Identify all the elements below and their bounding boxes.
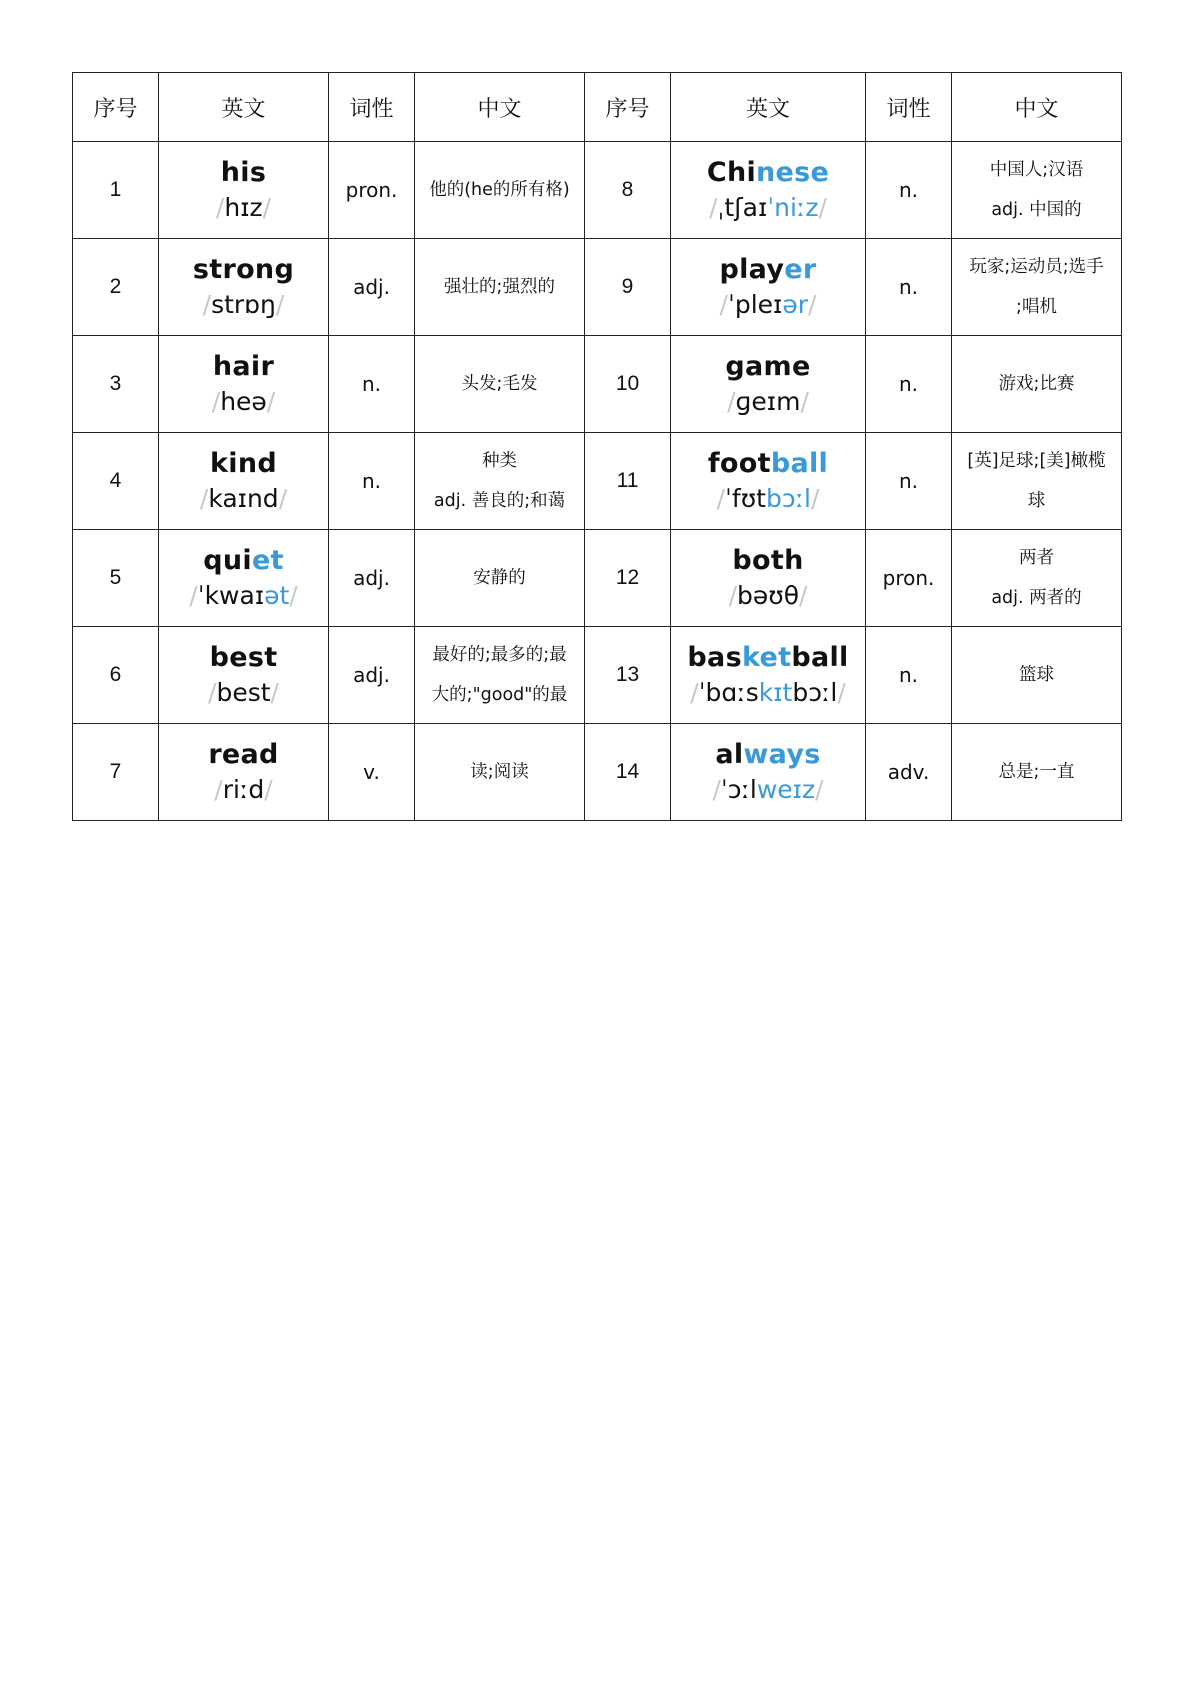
meaning-line: adj. 两者的 bbox=[991, 588, 1082, 608]
phonetic-text bbox=[671, 385, 865, 419]
table-row bbox=[73, 142, 1122, 239]
english-cell bbox=[671, 239, 866, 336]
word-text bbox=[159, 446, 328, 482]
table-row bbox=[73, 627, 1122, 724]
english-cell bbox=[159, 433, 329, 530]
word-segment: al bbox=[715, 739, 744, 770]
index-cell: 7 bbox=[73, 724, 159, 821]
phonetic-slash: / bbox=[199, 484, 209, 513]
part-of-speech-cell: n. bbox=[866, 627, 952, 724]
chinese-meaning-cell bbox=[415, 724, 585, 821]
word-segment: read bbox=[208, 739, 279, 770]
phonetic-text bbox=[159, 482, 328, 516]
phonetic-text bbox=[671, 773, 865, 807]
word-text bbox=[671, 737, 865, 773]
chinese-meaning-cell bbox=[415, 239, 585, 336]
phonetic-segment: best bbox=[216, 678, 271, 707]
index-cell: 9 bbox=[585, 239, 671, 336]
word-segment: Chi bbox=[706, 157, 757, 188]
chinese-meaning-cell bbox=[415, 336, 585, 433]
word-text bbox=[159, 252, 328, 288]
chinese-meaning-cell bbox=[952, 627, 1122, 724]
part-of-speech-cell: adj. bbox=[329, 530, 415, 627]
word-text bbox=[671, 543, 865, 579]
chinese-meaning-cell bbox=[952, 724, 1122, 821]
phonetic-text bbox=[159, 385, 328, 419]
english-cell bbox=[671, 530, 866, 627]
table-row bbox=[73, 724, 1122, 821]
part-of-speech-cell: adj. bbox=[329, 627, 415, 724]
phonetic-slash: / bbox=[690, 678, 699, 707]
meaning-line: 篮球 bbox=[1019, 665, 1054, 685]
phonetic-slash: / bbox=[275, 290, 285, 319]
chinese-meaning-cell bbox=[415, 627, 585, 724]
word-text bbox=[671, 252, 865, 288]
header-index: 序号 bbox=[585, 73, 671, 142]
index-cell: 2 bbox=[73, 239, 159, 336]
word-text bbox=[671, 640, 865, 676]
english-cell bbox=[159, 142, 329, 239]
english-cell bbox=[671, 724, 866, 821]
chinese-meaning-cell bbox=[952, 336, 1122, 433]
phonetic-slash: / bbox=[799, 581, 808, 610]
header-index: 序号 bbox=[73, 73, 159, 142]
header-chinese: 中文 bbox=[952, 73, 1122, 142]
phonetic-slash: / bbox=[712, 775, 721, 804]
table-row bbox=[73, 530, 1122, 627]
english-cell bbox=[671, 336, 866, 433]
phonetic-segment: ˈniːz bbox=[767, 193, 819, 222]
phonetic-segment: weɪz bbox=[756, 775, 816, 804]
phonetic-slash: / bbox=[262, 193, 272, 222]
table-row bbox=[73, 336, 1122, 433]
table-row bbox=[73, 239, 1122, 336]
table-row bbox=[73, 433, 1122, 530]
phonetic-slash: / bbox=[808, 290, 817, 319]
word-segment: ket bbox=[741, 642, 792, 673]
phonetic-segment: ˈɔːl bbox=[720, 775, 757, 804]
english-cell bbox=[159, 724, 329, 821]
english-cell bbox=[159, 336, 329, 433]
index-cell: 14 bbox=[585, 724, 671, 821]
phonetic-slash: / bbox=[837, 678, 846, 707]
word-segment: er bbox=[784, 254, 817, 285]
header-english: 英文 bbox=[159, 73, 329, 142]
phonetic-segment: ˈkwaɪ bbox=[197, 581, 265, 610]
phonetic-slash: / bbox=[214, 775, 223, 804]
part-of-speech-cell: n. bbox=[866, 239, 952, 336]
phonetic-slash: / bbox=[716, 484, 726, 513]
word-segment: foot bbox=[707, 448, 771, 479]
meaning-line: 最好的;最多的;最 bbox=[432, 645, 567, 665]
phonetic-slash: / bbox=[202, 290, 212, 319]
phonetic-slash: / bbox=[211, 387, 221, 416]
english-cell bbox=[159, 530, 329, 627]
meaning-line: adj. 善良的;和蔼 bbox=[433, 491, 566, 511]
phonetic-segment: ˈfʊt bbox=[725, 484, 766, 513]
phonetic-text bbox=[671, 676, 865, 710]
phonetic-slash: / bbox=[800, 387, 809, 416]
english-cell bbox=[671, 142, 866, 239]
meaning-line: 游戏;比赛 bbox=[998, 374, 1075, 394]
phonetic-text bbox=[671, 579, 865, 613]
phonetic-slash: / bbox=[810, 484, 820, 513]
meaning-line: 种类 bbox=[482, 451, 517, 471]
chinese-meaning-cell bbox=[952, 433, 1122, 530]
vocabulary-table bbox=[72, 72, 1122, 821]
meaning-line: [英]足球;[美]橄榄 bbox=[967, 451, 1106, 471]
phonetic-segment: ət bbox=[264, 581, 290, 610]
word-segment: best bbox=[209, 642, 278, 673]
word-segment: ways bbox=[743, 739, 821, 770]
phonetic-slash: / bbox=[728, 581, 737, 610]
header-row bbox=[73, 73, 1122, 142]
chinese-meaning-cell bbox=[952, 142, 1122, 239]
english-cell bbox=[159, 239, 329, 336]
word-text bbox=[159, 640, 328, 676]
phonetic-segment: ˈbɑːs bbox=[698, 678, 759, 707]
word-text bbox=[159, 155, 328, 191]
phonetic-text bbox=[159, 191, 328, 225]
word-segment: game bbox=[725, 351, 811, 382]
word-segment: et bbox=[251, 545, 284, 576]
phonetic-segment: hɪz bbox=[224, 193, 263, 222]
chinese-meaning-cell bbox=[952, 530, 1122, 627]
meaning-line: 他的(he的所有格) bbox=[429, 180, 570, 200]
phonetic-slash: / bbox=[215, 193, 225, 222]
header-chinese: 中文 bbox=[415, 73, 585, 142]
phonetic-text bbox=[159, 288, 328, 322]
meaning-line: 玩家;运动员;选手 bbox=[969, 257, 1104, 277]
index-cell: 5 bbox=[73, 530, 159, 627]
word-segment: play bbox=[719, 254, 785, 285]
part-of-speech-cell: adv. bbox=[866, 724, 952, 821]
meaning-line: 中国人;汉语 bbox=[989, 160, 1084, 180]
meaning-line: 球 bbox=[1027, 491, 1046, 511]
phonetic-segment: kɪt bbox=[758, 678, 793, 707]
chinese-meaning-cell bbox=[952, 239, 1122, 336]
phonetic-text bbox=[159, 579, 328, 613]
phonetic-slash: / bbox=[266, 387, 276, 416]
chinese-meaning-cell bbox=[415, 530, 585, 627]
phonetic-text bbox=[671, 288, 865, 322]
part-of-speech-cell: pron. bbox=[329, 142, 415, 239]
phonetic-segment: heə bbox=[220, 387, 267, 416]
word-text bbox=[671, 446, 865, 482]
index-cell: 8 bbox=[585, 142, 671, 239]
meaning-line: 头发;毛发 bbox=[461, 374, 538, 394]
meaning-line: 两者 bbox=[1019, 548, 1054, 568]
word-text bbox=[671, 349, 865, 385]
header-part-of-speech: 词性 bbox=[866, 73, 952, 142]
word-segment: ball bbox=[791, 642, 849, 673]
part-of-speech-cell: n. bbox=[866, 142, 952, 239]
part-of-speech-cell: v. bbox=[329, 724, 415, 821]
word-segment: bas bbox=[687, 642, 742, 673]
word-segment: ball bbox=[770, 448, 829, 479]
phonetic-segment: ər bbox=[782, 290, 809, 319]
header-english: 英文 bbox=[671, 73, 866, 142]
phonetic-segment: strɒŋ bbox=[211, 290, 276, 319]
index-cell: 12 bbox=[585, 530, 671, 627]
phonetic-slash: / bbox=[189, 581, 198, 610]
phonetic-slash: / bbox=[727, 387, 736, 416]
phonetic-slash: / bbox=[264, 775, 273, 804]
part-of-speech-cell: pron. bbox=[866, 530, 952, 627]
meaning-line: 安静的 bbox=[473, 568, 526, 588]
word-segment: qui bbox=[203, 545, 252, 576]
phonetic-segment: ɡeɪm bbox=[735, 387, 801, 416]
index-cell: 13 bbox=[585, 627, 671, 724]
phonetic-slash: / bbox=[208, 678, 217, 707]
phonetic-text bbox=[671, 191, 865, 225]
phonetic-slash: / bbox=[719, 290, 728, 319]
word-segment: kind bbox=[210, 448, 277, 479]
index-cell: 6 bbox=[73, 627, 159, 724]
word-text bbox=[159, 543, 328, 579]
phonetic-slash: / bbox=[278, 484, 288, 513]
english-cell bbox=[671, 627, 866, 724]
meaning-line: 大的;"good"的最 bbox=[431, 685, 568, 705]
index-cell: 4 bbox=[73, 433, 159, 530]
part-of-speech-cell: n. bbox=[329, 433, 415, 530]
phonetic-segment: bɔːl bbox=[792, 678, 838, 707]
word-text bbox=[159, 737, 328, 773]
word-text bbox=[671, 155, 865, 191]
phonetic-slash: / bbox=[289, 581, 298, 610]
part-of-speech-cell: adj. bbox=[329, 239, 415, 336]
word-text bbox=[159, 349, 328, 385]
phonetic-text bbox=[671, 482, 865, 516]
english-cell bbox=[671, 433, 866, 530]
phonetic-segment: riːd bbox=[222, 775, 265, 804]
phonetic-slash: / bbox=[709, 193, 718, 222]
word-segment: his bbox=[220, 157, 267, 188]
chinese-meaning-cell bbox=[415, 142, 585, 239]
phonetic-segment: ˈpleɪ bbox=[727, 290, 783, 319]
phonetic-segment: bɔːl bbox=[765, 484, 811, 513]
index-cell: 3 bbox=[73, 336, 159, 433]
word-segment: hair bbox=[212, 351, 275, 382]
english-cell bbox=[159, 627, 329, 724]
word-segment: nese bbox=[756, 157, 830, 188]
part-of-speech-cell: n. bbox=[866, 433, 952, 530]
header-part-of-speech: 词性 bbox=[329, 73, 415, 142]
phonetic-segment: ˌtʃaɪ bbox=[717, 193, 768, 222]
phonetic-slash: / bbox=[270, 678, 279, 707]
index-cell: 10 bbox=[585, 336, 671, 433]
chinese-meaning-cell bbox=[415, 433, 585, 530]
phonetic-text bbox=[159, 676, 328, 710]
meaning-line: 读;阅读 bbox=[470, 762, 529, 782]
word-segment: strong bbox=[192, 254, 295, 285]
part-of-speech-cell: n. bbox=[866, 336, 952, 433]
meaning-line: ;唱机 bbox=[1016, 297, 1057, 317]
index-cell: 11 bbox=[585, 433, 671, 530]
phonetic-segment: kaɪnd bbox=[208, 484, 279, 513]
meaning-line: adj. 中国的 bbox=[991, 200, 1082, 220]
word-segment: both bbox=[732, 545, 804, 576]
phonetic-text bbox=[159, 773, 328, 807]
phonetic-slash: / bbox=[818, 193, 827, 222]
meaning-line: 强壮的;强烈的 bbox=[444, 277, 555, 297]
phonetic-segment: bəʊθ bbox=[737, 581, 799, 610]
meaning-line: 总是;一直 bbox=[998, 762, 1075, 782]
index-cell: 1 bbox=[73, 142, 159, 239]
phonetic-slash: / bbox=[815, 775, 824, 804]
part-of-speech-cell: n. bbox=[329, 336, 415, 433]
